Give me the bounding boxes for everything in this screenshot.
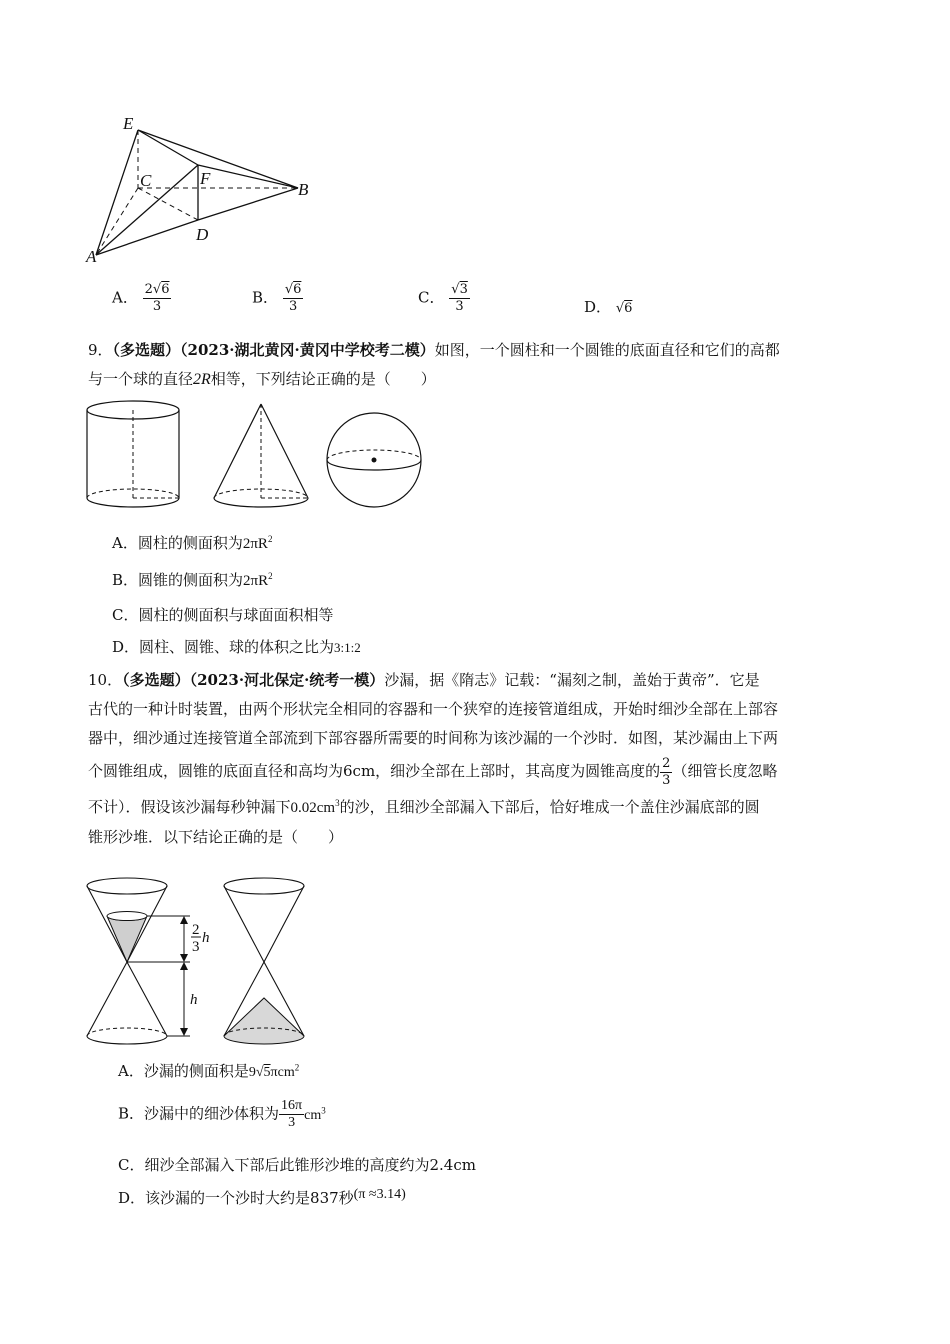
- question-10-stem: 10．（多选题）（2023·河北保定·统考一模）沙漏，据《隋志》记载：“漏刻之制，盖始于黄帝”．它是 古代的一种计时装置，由两个形状完全相同的容器和一个狭窄的连接管道组成，开始时细沙全部在上部容 器中，细沙通过连接管道全部流到下部容器所需要的时间称为该沙漏的一个沙时．如图，某沙漏由上下两 个圆锥组成，圆锥的底面直径和高均为6cm，细沙全部在上部时，其高度为圆锥高度的 $\frac{2}{3}$ （细管长度忽略 不计）．假设该沙漏每秒钟漏下$0.02cm^3$的沙，且细沙全部漏入下部后，恰好堆成一个盖住沙漏底部的圆 锥形沙堆．以下结论正确的是（ ）: [88, 671, 779, 846]
- q8-option-a[interactable]: A． $\frac{2√6}{3}$: [112, 282, 170, 314]
- q9-option-d[interactable]: D．圆柱、圆锥、球的体积之比为3:1:2: [112, 638, 361, 656]
- label-h-upper: h: [202, 930, 210, 946]
- q10-option-a[interactable]: A．沙漏的侧面积是9√5πcm$^2$: [118, 1062, 300, 1080]
- fraction: $\frac{√6}{3}$: [284, 282, 302, 314]
- label-h-lower: h: [190, 992, 198, 1008]
- label-E: E: [123, 114, 134, 133]
- label-three: 3: [192, 939, 200, 955]
- q10-option-d[interactable]: D．该沙漏的一个沙时大约是837秒(π ≈3.14): [118, 1187, 406, 1207]
- solids-figure: [80, 398, 430, 518]
- label-F: F: [200, 169, 211, 188]
- hourglass-figure: [80, 870, 340, 1050]
- q9-option-a[interactable]: A．圆柱的侧面积为$2\pi R^2$: [112, 534, 273, 552]
- q8-option-b[interactable]: B． $\frac{√6}{3}$: [252, 282, 302, 314]
- label-two: 2: [192, 922, 200, 938]
- fraction: $\frac{√3}{3}$: [451, 282, 468, 314]
- q10-option-c[interactable]: C．细沙全部漏入下部后此锥形沙堆的高度约为2.4cm: [118, 1156, 476, 1174]
- q8-option-c[interactable]: C． $\frac{√3}{3}$: [418, 282, 468, 314]
- label-B: B: [298, 180, 309, 199]
- label-A: A: [86, 247, 97, 266]
- question-9-stem: 9．（多选题）（2023·湖北黄冈·黄冈中学校考二模）如图，一个圆柱和一个圆锥的底面直径和它们的高都 与一个球的直径2R相等，下列结论正确的是（ ）: [88, 341, 780, 388]
- label-C: C: [140, 171, 152, 190]
- fraction: $\frac{2√6}{3}$: [144, 282, 170, 314]
- label-D: D: [196, 225, 209, 244]
- q8-option-d[interactable]: D． √6: [584, 298, 633, 316]
- q9-option-b[interactable]: B．圆锥的侧面积为$2\pi R^2$: [112, 571, 273, 589]
- pyramid-figure: [80, 110, 330, 270]
- q9-option-c[interactable]: C．圆柱的侧面积与球面面积相等: [112, 606, 334, 624]
- q10-option-b[interactable]: B．沙漏中的细沙体积为 $\frac{16\pi}{3}$ $cm^3$: [118, 1098, 326, 1130]
